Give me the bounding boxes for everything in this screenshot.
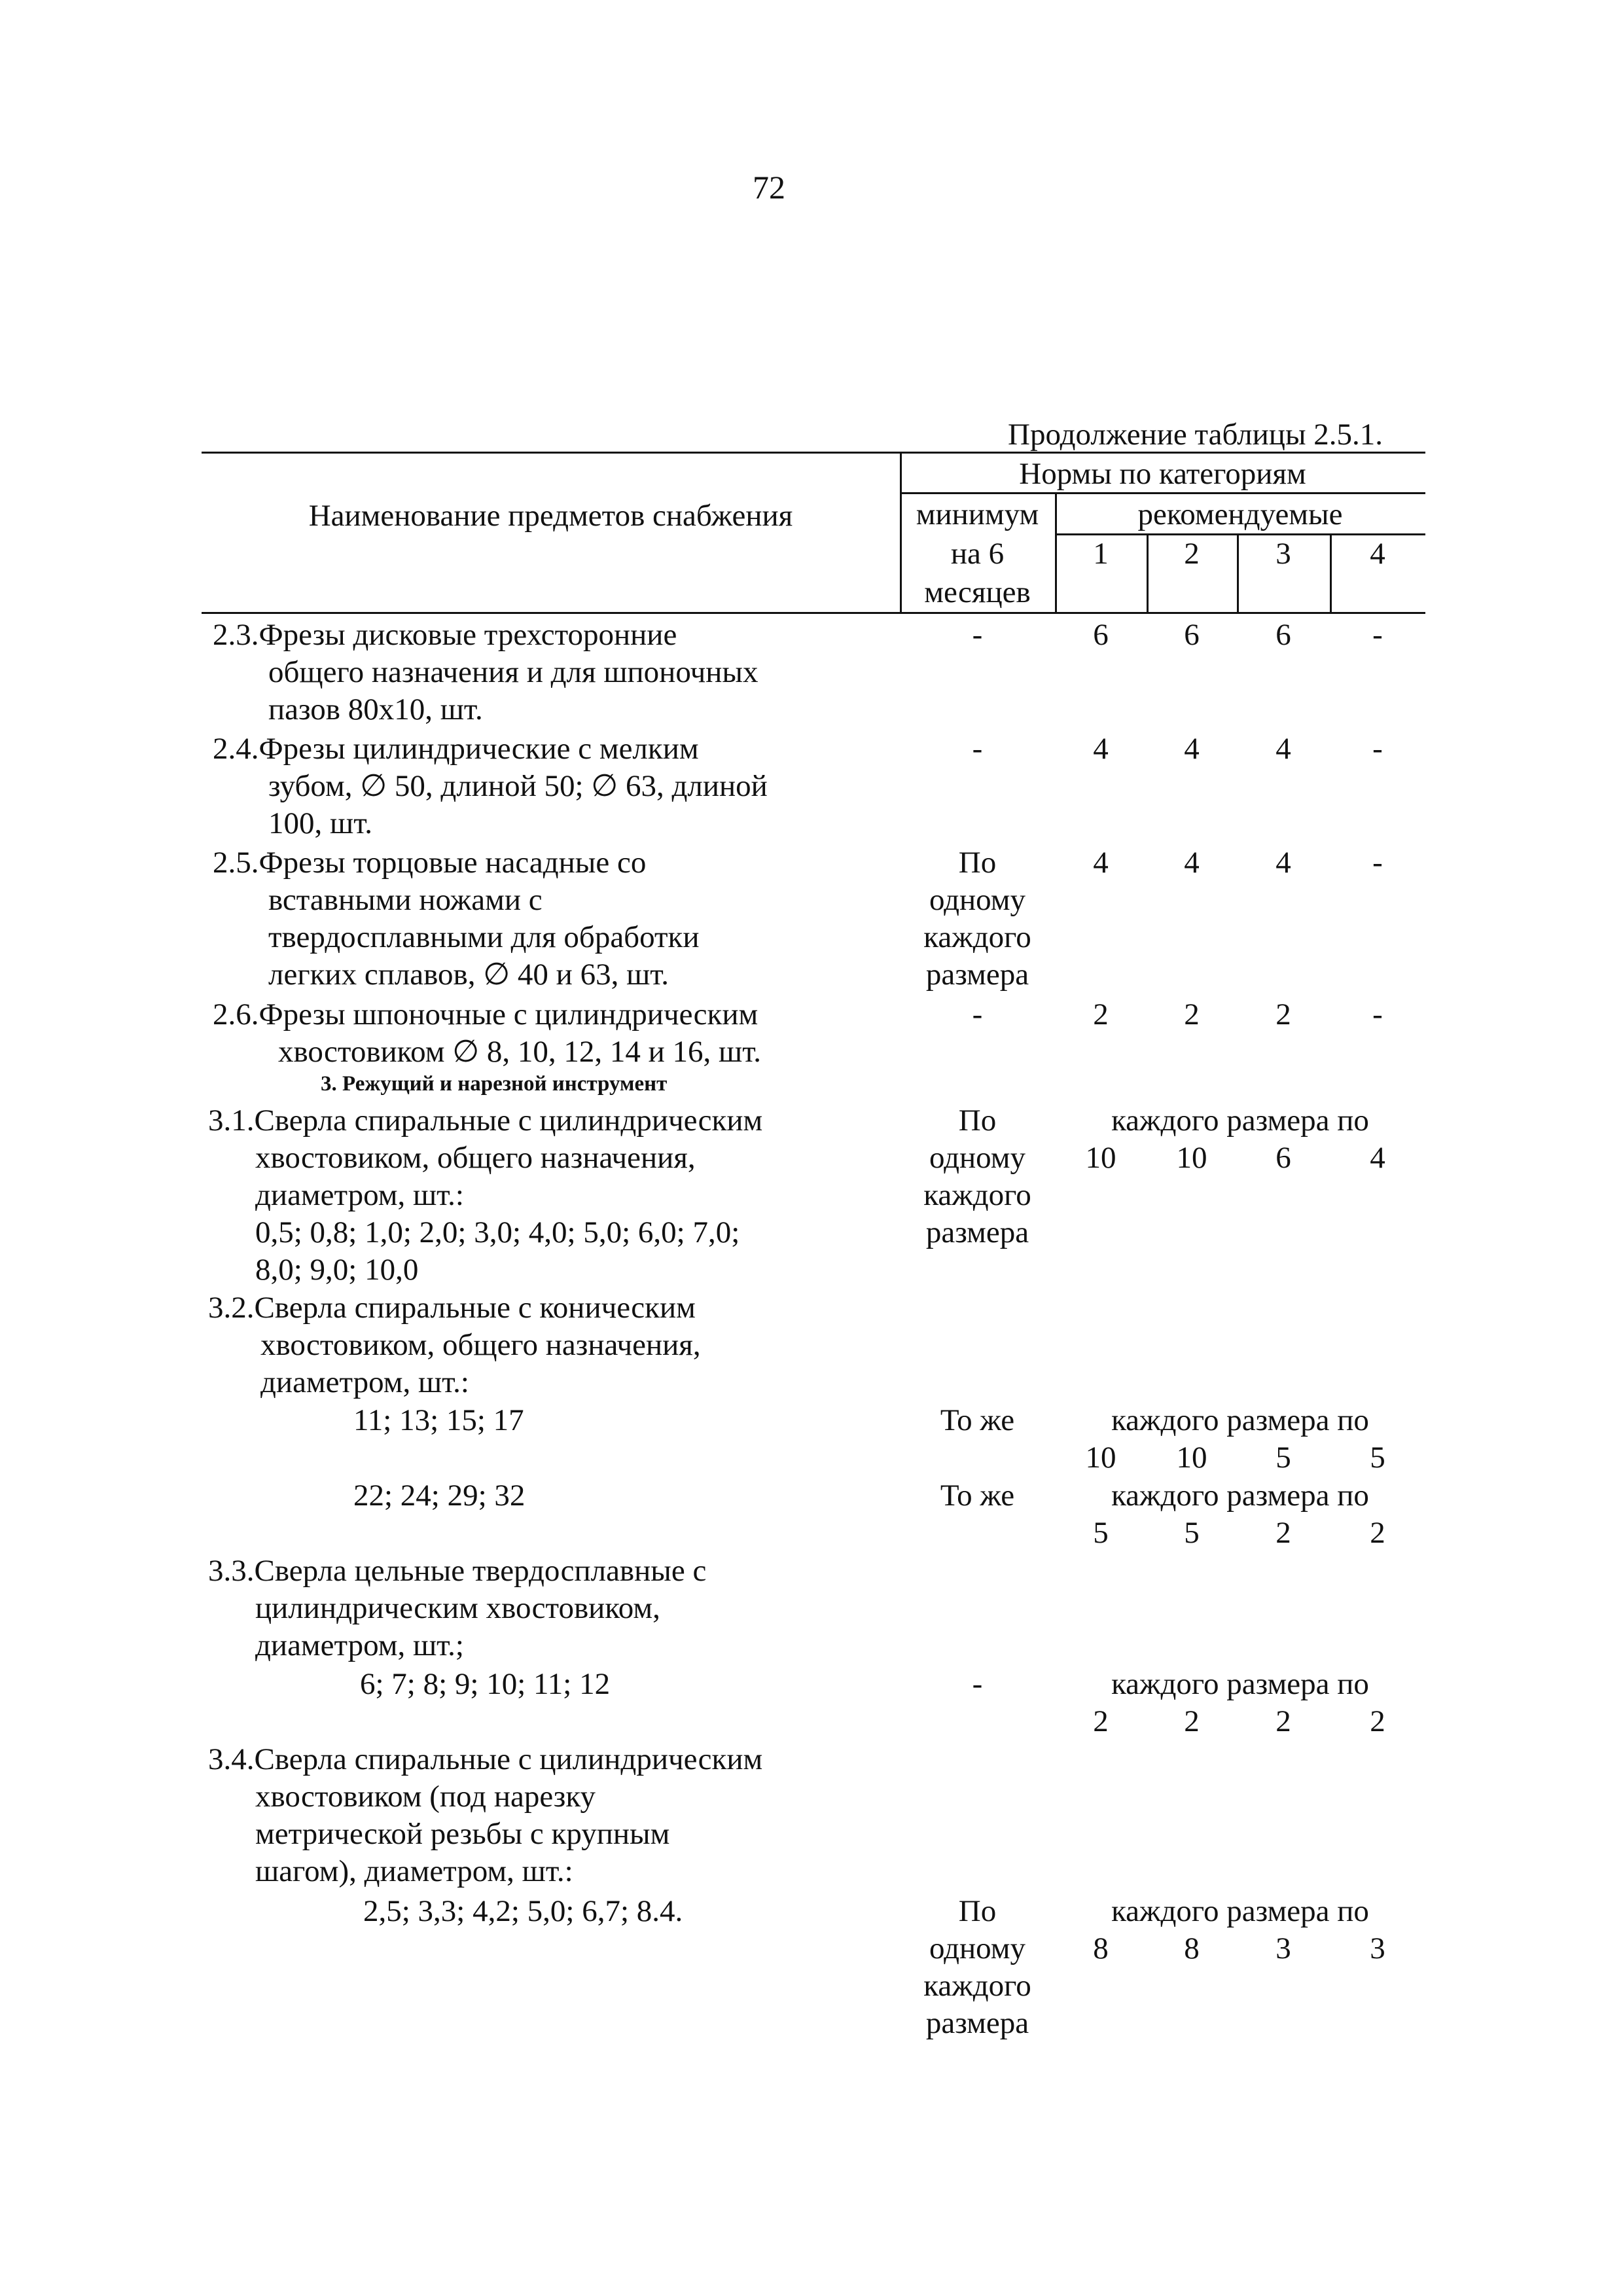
header-min-line3: месяцев [924, 575, 1031, 609]
row-3-3-cat-2: 2 [1184, 1704, 1200, 1738]
header-cat-4: 4 [1370, 537, 1385, 571]
row-3-2b-note: каждого размера по [1111, 1479, 1369, 1513]
row-3-2b-min: То же [940, 1479, 1015, 1513]
row-2-4-cat-4: - [1372, 732, 1383, 766]
row-2-5-cat-3: 4 [1275, 846, 1291, 880]
row-2-5-cat-4: - [1372, 846, 1383, 880]
row-2-5-cat-1: 4 [1093, 846, 1109, 880]
row-3-2a-cat-2: 10 [1176, 1441, 1207, 1475]
row-2-3-cat-1: 6 [1093, 618, 1109, 652]
section-3-title: 3. Режущий и нарезной инструмент [321, 1072, 668, 1096]
header-cat-2: 2 [1184, 537, 1200, 571]
row-2-6-cat-1: 2 [1093, 997, 1109, 1031]
row-3-2a-cat-1: 10 [1085, 1441, 1116, 1475]
row-3-1-name: 3.1.Сверла спиральные с цилиндрическим хвостовиком, общего назначения, диаметром, шт.: 0,5; 0,8; 1,0; 2,0; 3,0; 4,0; 5,0; 6,0; 7,0; 8,0; 9,0; 10,0 [208, 1103, 763, 1287]
row-3-2a-cat-3: 5 [1275, 1441, 1291, 1475]
row-3-1-note: каждого размера по [1111, 1103, 1369, 1138]
row-2-6-min: - [972, 997, 983, 1031]
page-number: 72 [753, 169, 785, 206]
header-norms: Нормы по категориям [1019, 457, 1306, 491]
row-3-2-name: 3.2.Сверла спиральные с коническим хвостовиком, общего назначения, диаметром, шт.: [208, 1291, 701, 1399]
row-2-5-min: По одному каждого размера [923, 846, 1031, 992]
row-3-3-cat-4: 2 [1370, 1704, 1385, 1738]
row-3-3-min: - [972, 1667, 983, 1701]
row-2-6-cat-3: 2 [1275, 997, 1291, 1031]
row-2-3-name: 2.3.Фрезы дисковые трехсторонние общего назначения и для шпоночных пазов 80x10, шт. [213, 618, 758, 726]
row-2-3-cat-4: - [1372, 618, 1383, 652]
row-3-3-cat-3: 2 [1275, 1704, 1291, 1738]
row-3-4-note: каждого размера по [1111, 1894, 1369, 1928]
row-2-4-cat-1: 4 [1093, 732, 1109, 766]
row-3-2a-min: То же [940, 1403, 1015, 1437]
header-cat-3: 3 [1275, 537, 1291, 571]
row-3-3-sizes: 6; 7; 8; 9; 10; 11; 12 [360, 1667, 611, 1701]
row-3-2b-cat-1: 5 [1093, 1516, 1109, 1550]
row-3-4-cat-2: 8 [1184, 1931, 1200, 1965]
header-min-line1: минимум [916, 497, 1039, 531]
row-3-1-cat-1: 10 [1085, 1141, 1116, 1175]
row-3-2b-sizes: 22; 24; 29; 32 [353, 1479, 526, 1513]
row-3-3-cat-1: 2 [1093, 1704, 1109, 1738]
header-recommended: рекомендуемые [1137, 497, 1343, 531]
row-2-6-cat-4: - [1372, 997, 1383, 1031]
row-3-1-cat-2: 10 [1176, 1141, 1207, 1175]
table-top-rule [202, 452, 1425, 454]
row-3-2b-cat-2: 5 [1184, 1516, 1200, 1550]
header-name-column: Наименование предметов снабжения [308, 499, 793, 533]
row-2-4-cat-3: 4 [1275, 732, 1291, 766]
row-3-3-name: 3.3.Сверла цельные твердосплавные с цилиндрическим хвостовиком, диаметром, шт.; [208, 1554, 707, 1662]
row-2-4-name: 2.4.Фрезы цилиндрические с мелким зубом, ∅ 50, длиной 50; ∅ 63, длиной 100, шт. [213, 732, 768, 840]
row-2-4-min: - [972, 732, 983, 766]
row-3-3-note: каждого размера по [1111, 1667, 1369, 1701]
header-min-line2: на 6 [950, 537, 1005, 571]
row-2-4-cat-2: 4 [1184, 732, 1200, 766]
row-3-4-min: По одному каждого размера [923, 1894, 1031, 2040]
row-3-4-cat-1: 8 [1093, 1931, 1109, 1965]
row-2-3-cat-2: 6 [1184, 618, 1200, 652]
row-3-4-cat-4: 3 [1370, 1931, 1385, 1965]
row-2-3-cat-3: 6 [1275, 618, 1291, 652]
row-2-6-name: 2.6.Фрезы шпоночные с цилиндрическим хвостовиком ∅ 8, 10, 12, 14 и 16, шт. [213, 997, 762, 1069]
row-3-1-min: По одному каждого размера [923, 1103, 1031, 1249]
row-3-2b-cat-4: 2 [1370, 1516, 1385, 1550]
row-3-2a-sizes: 11; 13; 15; 17 [353, 1403, 524, 1437]
row-3-2b-cat-3: 2 [1275, 1516, 1291, 1550]
row-3-1-cat-4: 4 [1370, 1141, 1385, 1175]
header-cat-1: 1 [1093, 537, 1109, 571]
row-3-2a-cat-4: 5 [1370, 1441, 1385, 1475]
table-header-bottom-rule [202, 612, 1425, 614]
row-3-4-sizes: 2,5; 3,3; 4,2; 5,0; 6,7; 8.4. [363, 1894, 683, 1928]
row-2-5-cat-2: 4 [1184, 846, 1200, 880]
row-2-5-name: 2.5.Фрезы торцовые насадные со вставными ножами с твердосплавными для обработки легких сплавов, ∅ 40 и 63, шт. [213, 846, 700, 992]
table-caption: Продолжение таблицы 2.5.1. [1008, 418, 1383, 452]
row-3-4-name: 3.4.Сверла спиральные с цилиндрическим хвостовиком (под нарезку метрической резьбы с крупным шагом), диаметром, шт.: [208, 1742, 763, 1888]
row-2-3-min: - [972, 618, 983, 652]
row-3-4-cat-3: 3 [1275, 1931, 1291, 1965]
row-2-6-cat-2: 2 [1184, 997, 1200, 1031]
row-3-2a-note: каждого размера по [1111, 1403, 1369, 1437]
row-3-1-cat-3: 6 [1275, 1141, 1291, 1175]
